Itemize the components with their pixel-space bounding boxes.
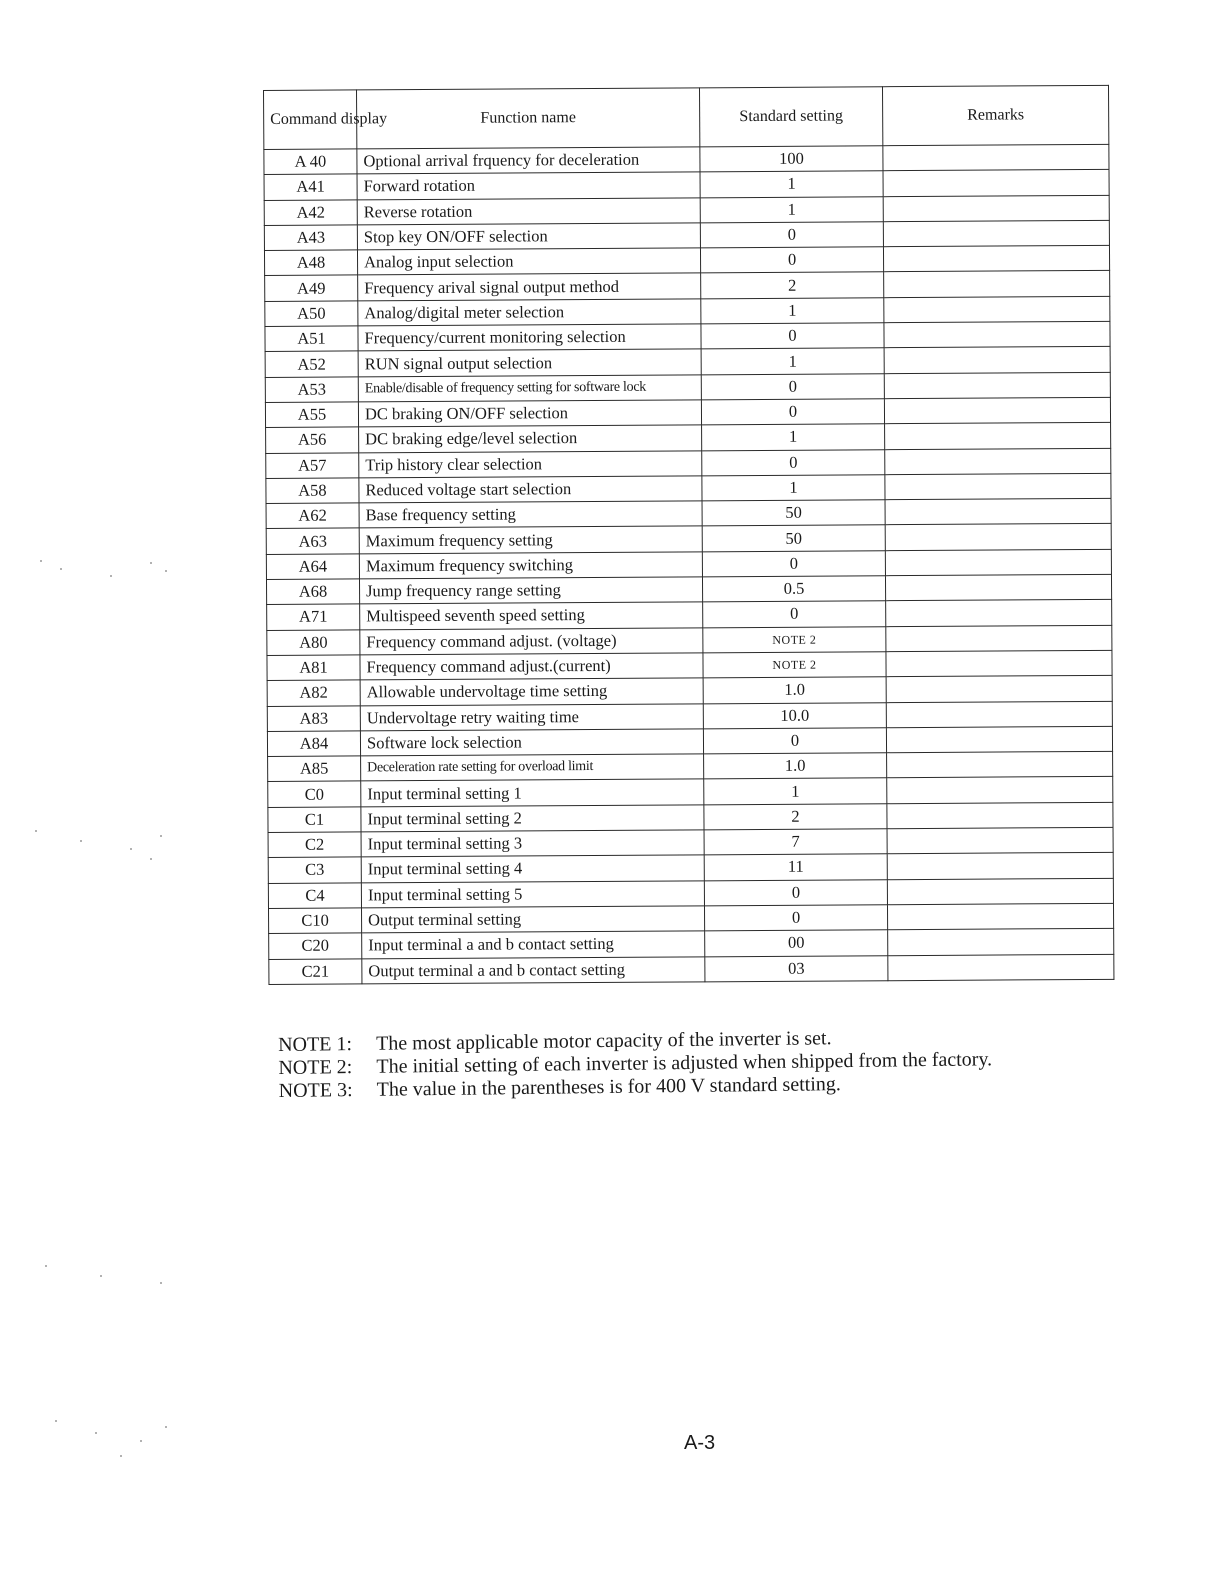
function-name-cell: Maximum frequency setting <box>359 526 702 553</box>
command-display-cell: A49 <box>265 275 358 301</box>
standard-setting-cell: 2 <box>701 272 884 298</box>
remarks-cell <box>884 296 1110 323</box>
page-number: A-3 <box>684 1432 716 1454</box>
standard-setting-cell: 50 <box>702 525 885 551</box>
standard-setting-cell: NOTE 2 <box>703 652 886 678</box>
function-name-cell: Input terminal setting 2 <box>361 805 704 832</box>
standard-setting-cell: 1 <box>701 297 884 323</box>
standard-setting-cell: 00 <box>705 930 888 956</box>
remarks-cell <box>885 498 1111 525</box>
remarks-cell <box>886 701 1112 728</box>
function-name-cell: Undervoltage retry waiting time <box>360 703 703 730</box>
standard-setting-cell: 0 <box>703 728 886 754</box>
function-name-cell: Input terminal setting 5 <box>361 880 704 907</box>
remarks-cell <box>886 726 1112 753</box>
standard-setting-cell: 1 <box>702 475 885 501</box>
command-display-cell: C21 <box>269 958 362 984</box>
command-display-cell: A50 <box>265 301 358 327</box>
function-name-cell: RUN signal output selection <box>358 349 701 376</box>
command-display-cell: A 40 <box>264 149 357 175</box>
command-display-cell: C3 <box>268 857 361 883</box>
standard-setting-cell: 0 <box>700 222 883 248</box>
function-name-cell: Reduced voltage start selection <box>359 476 702 503</box>
function-name-cell: DC braking edge/level selection <box>359 425 702 452</box>
standard-setting-cell: 1 <box>704 778 887 804</box>
function-name-cell: Output terminal a and b contact setting <box>362 956 705 983</box>
table-body <box>264 144 1114 984</box>
function-name-cell: Maximum frequency switching <box>359 552 702 579</box>
function-name-cell: Enable/disable of frequency setting for software lock <box>358 375 701 402</box>
command-display-cell: A56 <box>266 427 359 453</box>
note-text: The value in the parentheses is for 400 V standard setting. <box>376 1073 841 1101</box>
standard-setting-cell: 0 <box>700 247 883 273</box>
command-display-cell: A43 <box>264 225 357 251</box>
table-row <box>269 954 1114 984</box>
remarks-cell <box>886 650 1112 677</box>
command-display-cell: A80 <box>267 630 360 656</box>
function-name-cell: Base frequency setting <box>359 501 702 528</box>
function-name-cell: Reverse rotation <box>357 197 700 224</box>
standard-setting-cell: 1 <box>700 196 883 222</box>
remarks-cell <box>887 777 1113 804</box>
function-name-cell: Input terminal setting 3 <box>361 830 704 857</box>
remarks-cell <box>884 347 1110 374</box>
remarks-cell <box>886 676 1112 703</box>
header-standard-setting: Standard setting <box>699 87 882 147</box>
note-text: The most applicable motor capacity of the inverter is set. <box>375 1027 832 1055</box>
remarks-cell <box>885 549 1111 576</box>
remarks-cell <box>888 929 1114 956</box>
function-name-cell: Input terminal setting 4 <box>361 855 704 882</box>
command-display-cell: C10 <box>268 908 361 934</box>
notes-section <box>278 1024 1079 1103</box>
command-display-cell: A85 <box>268 756 361 782</box>
command-display-cell: A57 <box>266 452 359 478</box>
remarks-cell <box>886 600 1112 627</box>
function-name-cell: Forward rotation <box>357 172 700 199</box>
function-name-cell: Input terminal a and b contact setting <box>362 931 705 958</box>
remarks-cell <box>885 574 1111 601</box>
function-name-cell: Software lock selection <box>360 729 703 756</box>
note-label: NOTE 2: <box>278 1056 353 1079</box>
standard-setting-cell: 10.0 <box>703 702 886 728</box>
function-name-cell: Analog/digital meter selection <box>358 299 701 326</box>
standard-setting-cell: 0 <box>701 373 884 399</box>
function-name-cell: Frequency arival signal output method <box>358 273 701 300</box>
remarks-cell <box>883 220 1109 247</box>
standard-setting-cell: 0.5 <box>702 576 885 602</box>
function-name-cell: Allowable undervoltage time setting <box>360 678 703 705</box>
note-label: NOTE 1: <box>278 1033 353 1056</box>
command-display-cell: A52 <box>265 351 358 377</box>
function-name-cell: Deceleration rate setting for overload limit <box>361 754 704 781</box>
remarks-cell <box>884 271 1110 298</box>
remarks-cell <box>884 321 1110 348</box>
function-name-cell: Input terminal setting 1 <box>361 779 704 806</box>
note-label: NOTE 3: <box>278 1079 353 1102</box>
note-text: The initial setting of each inverter is adjusted when shipped from the factory. <box>376 1048 993 1078</box>
command-display-cell: A42 <box>264 200 357 226</box>
function-name-cell: Frequency command adjust. (voltage) <box>360 627 703 654</box>
remarks-cell <box>884 397 1110 424</box>
header-command-display: Command display <box>264 90 357 150</box>
standard-setting-cell: 50 <box>702 500 885 526</box>
remarks-cell <box>887 903 1113 930</box>
function-name-cell: Stop key ON/OFF selection <box>357 223 700 250</box>
remarks-cell <box>887 853 1113 880</box>
header-function-name: Function name <box>357 88 700 149</box>
standard-setting-cell: 11 <box>704 854 887 880</box>
standard-setting-cell: 1 <box>700 171 883 197</box>
command-display-cell: C4 <box>268 883 361 909</box>
function-name-cell: Output terminal setting <box>361 906 704 933</box>
standard-setting-cell: 0 <box>701 399 884 425</box>
table-header-row <box>264 85 1109 149</box>
standard-setting-cell: 1 <box>701 348 884 374</box>
command-display-cell: A81 <box>267 655 360 681</box>
standard-setting-cell: 03 <box>705 955 888 981</box>
command-display-cell: A68 <box>266 579 359 605</box>
function-name-cell: DC braking ON/OFF selection <box>358 400 701 427</box>
standard-setting-cell: 0 <box>704 905 887 931</box>
remarks-cell <box>888 954 1114 981</box>
remarks-cell <box>886 625 1112 652</box>
standard-setting-cell: 100 <box>700 146 883 172</box>
function-name-cell: Jump frequency range setting <box>359 577 702 604</box>
standard-setting-cell: 0 <box>701 323 884 349</box>
remarks-cell <box>885 524 1111 551</box>
command-display-cell: A84 <box>267 731 360 757</box>
command-display-cell: A55 <box>265 402 358 428</box>
remarks-cell <box>885 448 1111 475</box>
function-name-cell: Optional arrival frquency for deceleration <box>357 147 700 174</box>
command-display-cell: A62 <box>266 503 359 529</box>
command-display-cell: C20 <box>269 933 362 959</box>
function-name-cell: Multispeed seventh speed setting <box>360 602 703 629</box>
remarks-cell <box>887 878 1113 905</box>
remarks-cell <box>885 473 1111 500</box>
command-display-cell: C2 <box>268 832 361 858</box>
command-display-cell: A83 <box>267 705 360 731</box>
remarks-cell <box>884 372 1110 399</box>
remarks-cell <box>883 246 1109 273</box>
standard-setting-cell: 1.0 <box>704 753 887 779</box>
remarks-cell <box>883 170 1109 197</box>
remarks-cell <box>885 423 1111 450</box>
standard-setting-cell: 0 <box>703 601 886 627</box>
remarks-cell <box>883 144 1109 171</box>
settings-table-container <box>263 85 1114 985</box>
function-name-cell: Trip history clear selection <box>359 450 702 477</box>
remarks-cell <box>887 751 1113 778</box>
remarks-cell <box>883 195 1109 222</box>
standard-setting-cell: 0 <box>704 879 887 905</box>
remarks-cell <box>887 802 1113 829</box>
command-display-cell: A71 <box>267 604 360 630</box>
command-display-cell: A58 <box>266 478 359 504</box>
command-display-cell: A64 <box>266 554 359 580</box>
command-display-cell: A51 <box>265 326 358 352</box>
standard-setting-cell: 1.0 <box>703 677 886 703</box>
standard-setting-cell: 2 <box>704 803 887 829</box>
standard-setting-cell: 0 <box>702 550 885 576</box>
standard-setting-cell: 1 <box>702 424 885 450</box>
command-display-cell: C0 <box>268 781 361 807</box>
remarks-cell <box>887 827 1113 854</box>
command-display-cell: A48 <box>264 250 357 276</box>
header-remarks: Remarks <box>882 85 1108 145</box>
standard-setting-cell: 7 <box>704 829 887 855</box>
standard-setting-cell: 0 <box>702 449 885 475</box>
standard-setting-cell: NOTE 2 <box>703 626 886 652</box>
function-name-cell: Frequency command adjust.(current) <box>360 653 703 680</box>
command-display-cell: A41 <box>264 174 357 200</box>
command-display-cell: A53 <box>265 377 358 403</box>
function-name-cell: Analog input selection <box>357 248 700 275</box>
settings-table <box>263 85 1114 985</box>
command-display-cell: A63 <box>266 528 359 554</box>
command-display-cell: C1 <box>268 807 361 833</box>
function-name-cell: Frequency/current monitoring selection <box>358 324 701 351</box>
command-display-cell: A82 <box>267 680 360 706</box>
